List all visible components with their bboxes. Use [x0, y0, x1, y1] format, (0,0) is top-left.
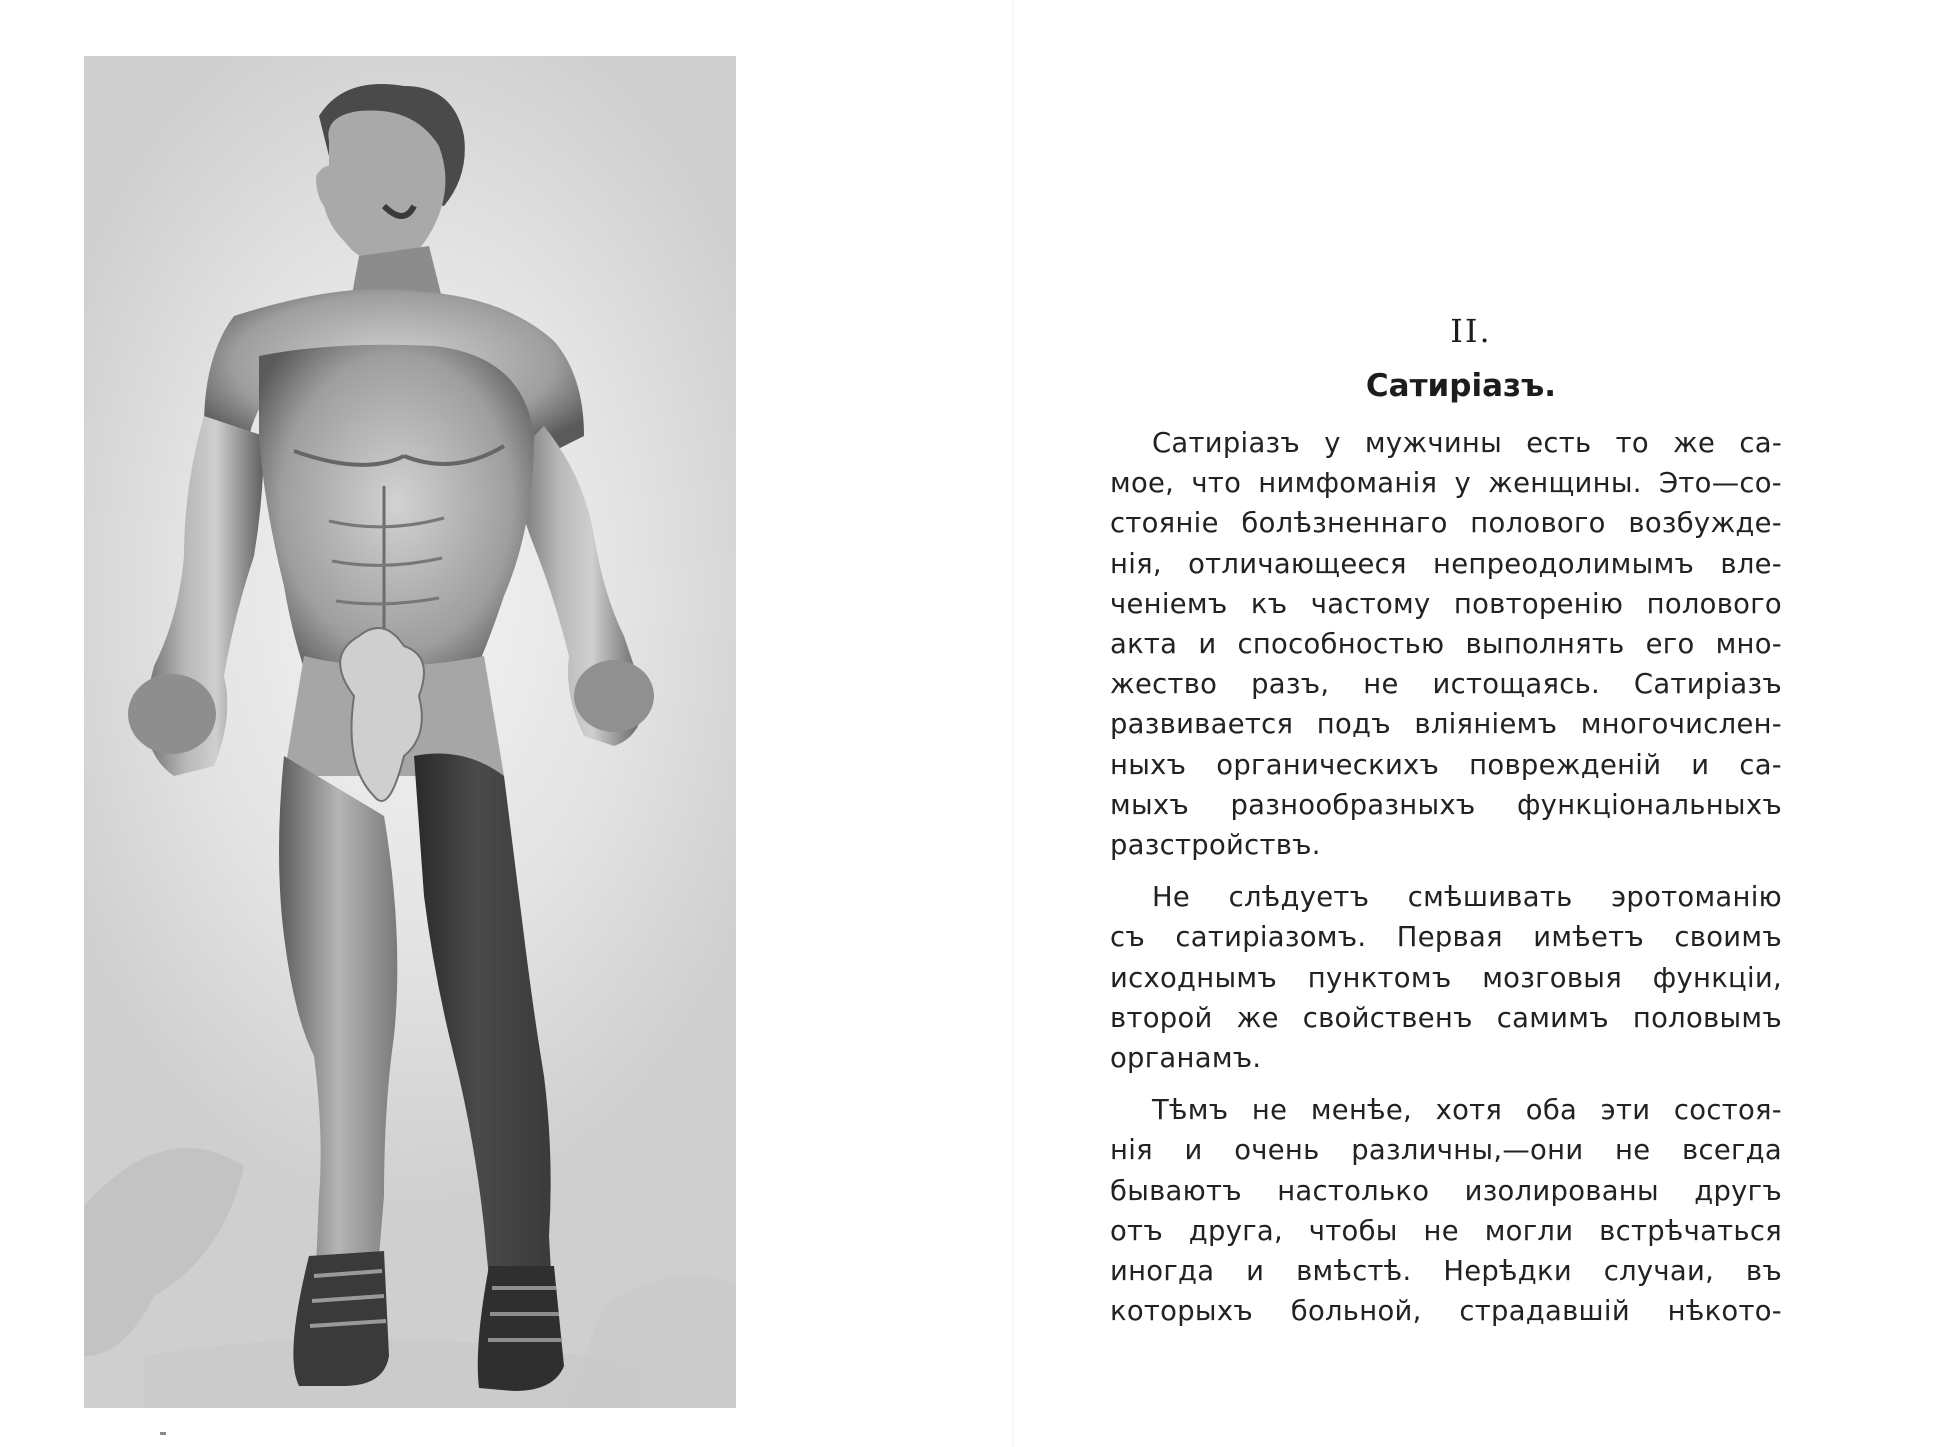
photograph-plate [84, 56, 736, 1408]
text-line: второй же свойственъ самимъ половымъ [1110, 1002, 1782, 1034]
text-line: нія и очень различны,—они не всегда [1110, 1135, 1782, 1167]
text-line: Не слѣдуетъ смѣшивать эротоманію [1152, 882, 1782, 914]
text-line: бываютъ настолько изолированы другъ [1110, 1175, 1782, 1207]
page-gutter [1012, 0, 1014, 1447]
text-line: мыхъ разнообразныхъ функціональныхъ [1110, 789, 1782, 821]
text-line: акта и способностью выполнять его мно- [1110, 629, 1782, 661]
text-line: разстройствъ. [1110, 830, 1321, 862]
text-page [1110, 312, 1782, 1344]
text-line: Тѣмъ не менѣе, хотя оба эти состоя- [1152, 1095, 1782, 1127]
paragraph-2 [1110, 878, 1782, 1079]
text-line: исходнымъ пунктомъ мозговыя функціи, [1110, 962, 1782, 994]
text-line: Сатиріазъ у мужчины есть то же са- [1152, 428, 1782, 459]
text-line: ныхъ органическихъ поврежденій и са- [1110, 749, 1782, 781]
text-line: съ сатиріазомъ. Первая имѣетъ своимъ [1110, 922, 1782, 954]
text-line: мое, что нимфоманія у женщины. Это—со- [1110, 468, 1782, 500]
photograph-icon [84, 56, 736, 1408]
text-line: отъ друга, чтобы не могли встрѣчаться [1110, 1215, 1782, 1247]
text-line: нія, отличающееся непреодолимымъ вле- [1110, 548, 1782, 580]
paragraph-1 [1110, 424, 1782, 866]
text-line: развивается подъ вліяніемъ многочислен- [1110, 709, 1782, 741]
paragraph-3 [1110, 1091, 1782, 1332]
page-speck [160, 1432, 166, 1435]
chapter-number: II. [1450, 312, 1492, 350]
chapter-title: Сатиріазъ. [1365, 368, 1557, 404]
text-line: иногда и вмѣстѣ. Нерѣдки случаи, въ [1110, 1256, 1782, 1288]
text-line: которыхъ больной, страдавшій нѣкото- [1110, 1296, 1782, 1328]
text-line: органамъ. [1110, 1043, 1262, 1075]
text-line: жество разъ, не истощаясь. Сатиріазъ [1110, 669, 1782, 701]
text-line: стояніе болѣзненнаго полового возбужде- [1110, 508, 1782, 540]
text-line: ченіемъ къ частому повторенію полового [1110, 588, 1782, 620]
